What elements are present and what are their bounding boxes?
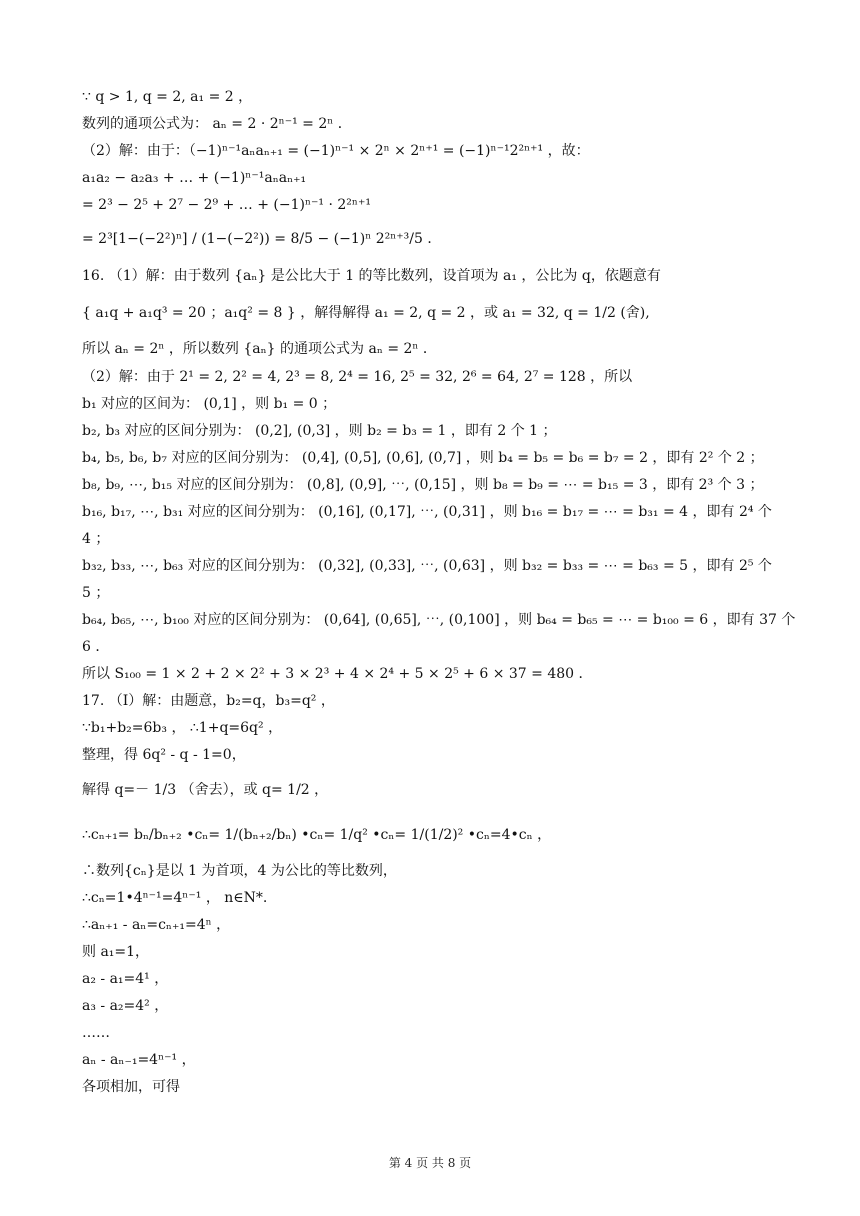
text-line: b₁ 对应的区间为： (0,1] ，则 b₁ = 0 ； <box>82 396 337 412</box>
text-line: ∴aₙ₊₁ - aₙ=cₙ₊₁=4ⁿ ， <box>82 917 231 933</box>
text-line: 所以 aₙ = 2ⁿ ，所以数列 {aₙ} 的通项公式为 aₙ = 2ⁿ ． <box>82 341 437 357</box>
text-line: { a₁q + a₁q³ = 20 ；a₁q² = 8 } ，解得解得 a₁ = 2, q = 2 ，或 a₁ = 32, q = 1/2 (舍), <box>82 305 650 321</box>
text-line: 6 ． <box>82 639 110 655</box>
text-line: ∵ q > 1, q = 2, a₁ = 2 ， <box>82 89 253 105</box>
text-line: = 2³ − 2⁵ + 2⁷ − 2⁹ + … + (−1)ⁿ⁻¹ · 2²ⁿ⁺¹ <box>82 197 371 213</box>
text-line: aₙ - aₙ₋₁=4ⁿ⁻¹ ， <box>82 1052 196 1068</box>
page-footer: 第 4 页 共 8 页 <box>388 1156 472 1170</box>
text-line: ∴cₙ=1•4ⁿ⁻¹=4ⁿ⁻¹ ， n∈N*. <box>82 890 268 906</box>
text-line: 解得 q=－ 1/3 （舍去），或 q= 1/2 ， <box>82 782 329 798</box>
text-line: 整理，得 6q² - q - 1=0， <box>82 747 246 763</box>
text-line: b₁₆, b₁₇, ⋯, b₃₁ 对应的区间分别为： (0,16], (0,17], ⋯, (0,31] ，则 b₁₆ = b₁₇ = ⋯ = b₃₁ = 4 ，即有 2⁴ 个 <box>82 504 772 520</box>
text-line: b₄, b₅, b₆, b₇ 对应的区间分别为： (0,4], (0,5], (0,6], (0,7] ，则 b₄ = b₅ = b₆ = b₇ = 2 ，即有 2² 个 2 ； <box>82 450 764 466</box>
text-line: b₆₄, b₆₅, ⋯, b₁₀₀ 对应的区间分别为： (0,64], (0,65], ⋯, (0,100] ，则 b₆₄ = b₆₅ = ⋯ = b₁₀₀ = 6 ，即有 37 个 <box>82 612 796 628</box>
text-line: b₈, b₉, ⋯, b₁₅ 对应的区间分别为： (0,8], (0,9], ⋯, (0,15] ，则 b₈ = b₉ = ⋯ = b₁₅ = 3 ，即有 2³ 个 3 ； <box>82 477 764 493</box>
text-line: 16. （1）解：由于数列 {aₙ} 是公比大于 1 的等比数列，设首项为 a₁ ，公比为 q，依题意有 <box>82 268 661 284</box>
text-line: 5 ； <box>82 585 110 601</box>
text-line: 17. （Ⅰ）解：由题意，b₂=q，b₃=q² ， <box>82 693 335 709</box>
text-line: a₂ - a₁=4¹ ， <box>82 971 169 987</box>
text-line: b₂, b₃ 对应的区间分别为： (0,2], (0,3] ，则 b₂ = b₃ = 1 ，即有 2 个 1 ； <box>82 423 557 439</box>
text-line: …… <box>82 1025 110 1041</box>
text-line: （2）解：由于：（−1)ⁿ⁻¹aₙaₙ₊₁ = (−1)ⁿ⁻¹ × 2ⁿ × 2ⁿ⁺¹ = (−1)ⁿ⁻¹2²ⁿ⁺¹ ，故： <box>82 143 590 159</box>
text-line: 各项相加，可得 <box>82 1079 180 1095</box>
text-line: 所以 S₁₀₀ = 1 × 2 + 2 × 2² + 3 × 2³ + 4 × 2⁴ + 5 × 2⁵ + 6 × 37 = 480 ． <box>82 666 593 682</box>
text-line: a₁a₂ − a₂a₃ + … + (−1)ⁿ⁻¹aₙaₙ₊₁ <box>82 170 307 186</box>
text-line: ∵b₁+b₂=6b₃ ， ∴1+q=6q² ， <box>82 720 283 736</box>
text-line: b₃₂, b₃₃, ⋯, b₆₃ 对应的区间分别为： (0,32], (0,33], ⋯, (0,63] ，则 b₃₂ = b₃₃ = ⋯ = b₆₃ = 5 ，即有 2⁵ 个 <box>82 558 772 574</box>
text-line: ∴数列{cₙ}是以 1 为首项，4 为公比的等比数列， <box>82 863 397 879</box>
text-line: = 2³[1−(−2²)ⁿ] / (1−(−2²)) = 8/5 − (−1)ⁿ 2²ⁿ⁺³/5 ． <box>82 231 442 247</box>
text-line: 数列的通项公式为： aₙ = 2 · 2ⁿ⁻¹ = 2ⁿ ． <box>82 116 352 132</box>
text-line: ∴cₙ₊₁= bₙ/bₙ₊₂ •cₙ= 1/(bₙ₊₂/bₙ) •cₙ= 1/q² •cₙ= 1/(1/2)² •cₙ=4•cₙ ， <box>82 827 552 843</box>
text-line: 4 ； <box>82 531 110 547</box>
text-line: 则 a₁=1， <box>82 944 150 960</box>
text-line: a₃ - a₂=4² ， <box>82 998 169 1014</box>
text-line: （2）解：由于 2¹ = 2, 2² = 4, 2³ = 8, 2⁴ = 16, 2⁵ = 32, 2⁶ = 64, 2⁷ = 128 ，所以 <box>82 369 633 385</box>
